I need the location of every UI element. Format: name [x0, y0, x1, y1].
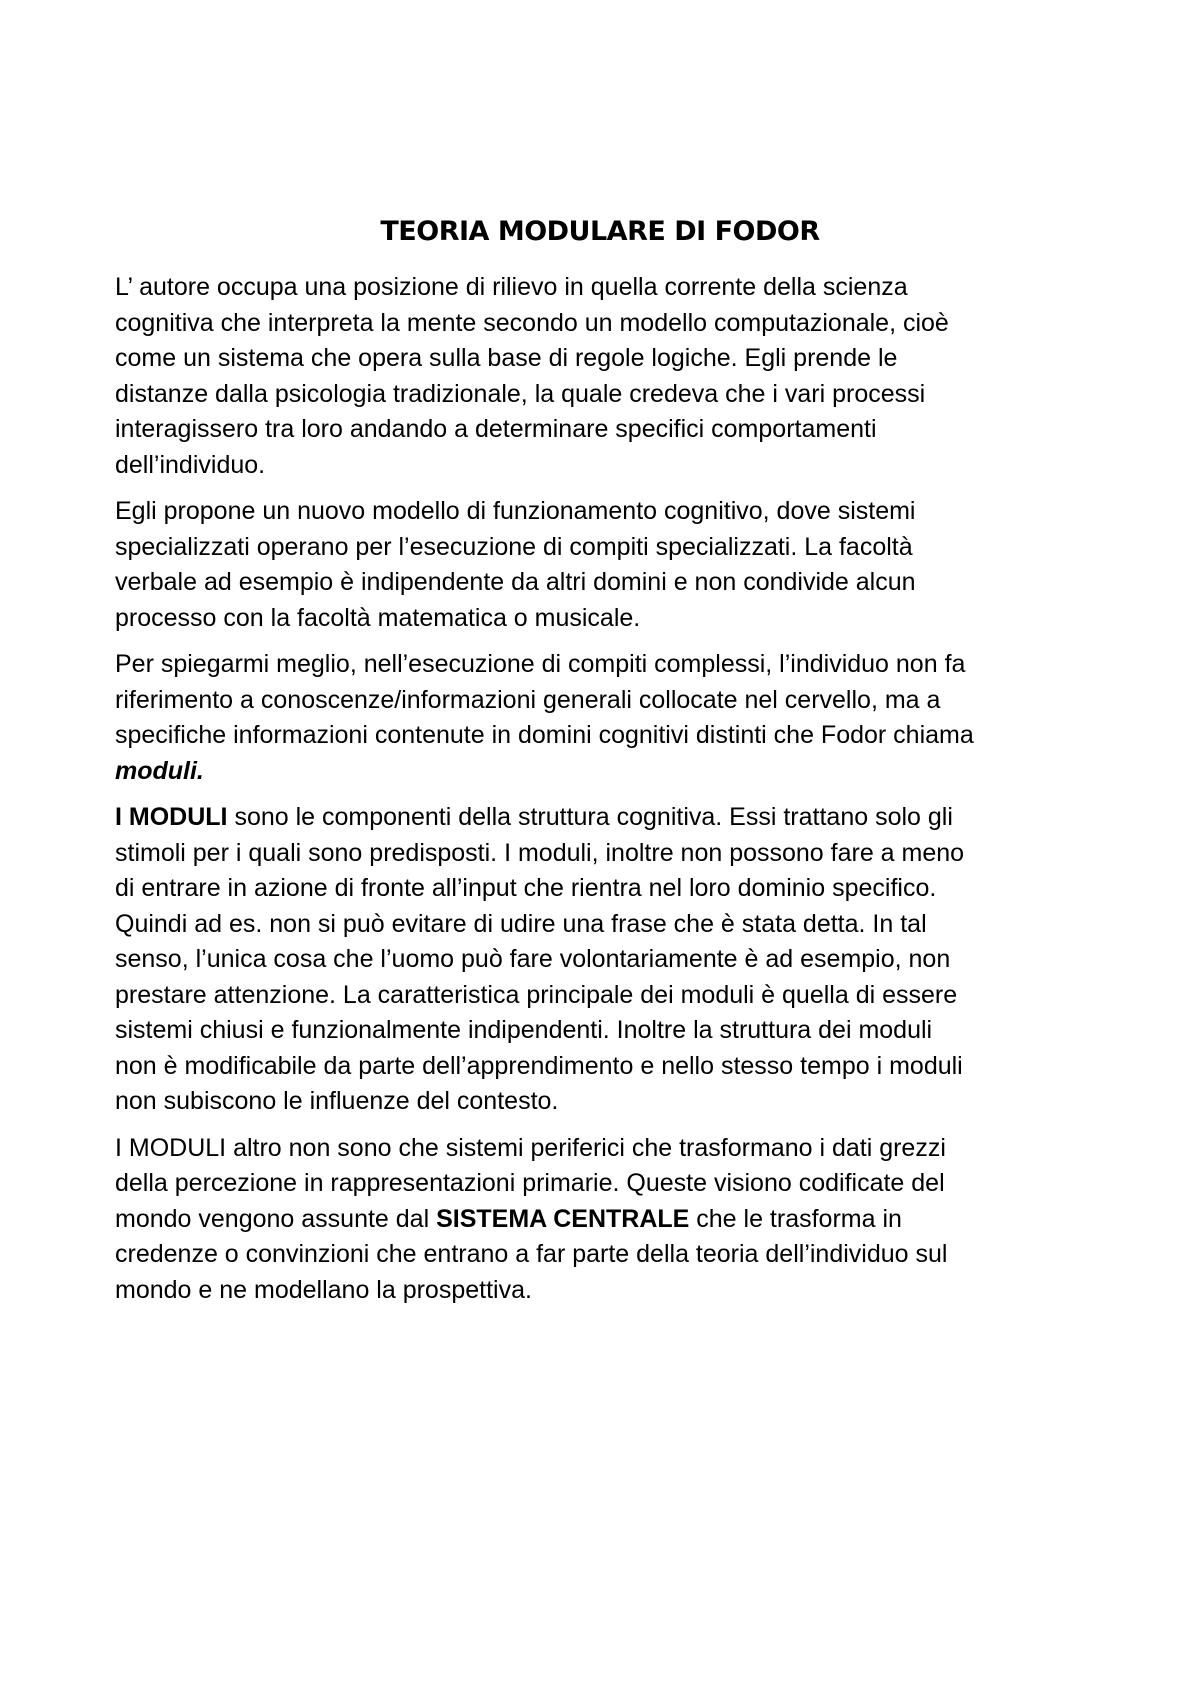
emphasis-moduli: moduli. — [115, 756, 204, 785]
text-line: stimoli per i quali sono predisposti. I moduli, inoltre non possono fare a meno — [115, 838, 965, 867]
text-line: credenze o convinzioni che entrano a far parte della teoria dell’individuo sul — [115, 1240, 948, 1268]
text-line: dell’individuo. — [115, 450, 266, 479]
text-line: Quindi ad es. non si può evitare di udire una frase che è stata detta. In tal — [115, 909, 927, 938]
text-line: verbale ad esempio è indipendente da altri domini e non condivide alcun — [115, 568, 916, 596]
text-line: Egli propone un nuovo modello di funzionamento cognitivo, dove sistemi — [115, 497, 916, 525]
text-fragment: mondo vengono assunte dal — [115, 1204, 437, 1233]
text-line: I MODULI altro non sono che sistemi periferici che trasformano i dati grezzi — [115, 1133, 946, 1162]
text-line: senso, l’unica cosa che l’uomo può fare volontariamente è ad esempio, non — [115, 945, 951, 973]
text-line: non subiscono le influenze del contesto. — [115, 1087, 559, 1115]
text-line: processo con la facoltà matematica o musicale. — [115, 603, 641, 632]
text-line: sistemi chiusi e funzionalmente indipendenti. Inoltre la struttura dei moduli — [115, 1016, 933, 1044]
text-line: distanze dalla psicologia tradizionale, la quale credeva che i vari processi — [115, 379, 926, 408]
text-line: mondo e ne modellano la prospettiva. — [115, 1275, 532, 1304]
paragraph-4 — [115, 800, 1100, 1120]
text-line: di entrare in azione di fronte all’input che rientra nel loro dominio specifico. — [115, 874, 937, 902]
text-line: della percezione in rappresentazioni primarie. Queste visiono codificate del — [115, 1169, 945, 1197]
text-line: come un sistema che opera sulla base di regole logiche. Egli prende le — [115, 344, 898, 372]
text-fragment: che le trasforma in — [689, 1204, 902, 1233]
text-line: specifiche informazioni contenute in domini cognitivi distinti che Fodor chiama — [115, 721, 974, 749]
text-line: L’ autore occupa una posizione di rilievo in quella corrente della scienza — [115, 273, 908, 301]
text-line: Per spiegarmi meglio, nell’esecuzione di compiti complessi, l’individuo non fa — [115, 650, 966, 678]
text-line — [115, 1202, 1100, 1238]
text-line: non è modificabile da parte dell’apprendimento e nello stesso tempo i moduli — [115, 1051, 963, 1080]
text-line: cognitiva che interpreta la mente secondo un modello computazionale, cioè — [115, 308, 949, 337]
text-line — [115, 800, 1100, 836]
paragraph-3 — [115, 647, 1100, 789]
bold-term-sistema-centrale: SISTEMA CENTRALE — [436, 1204, 690, 1233]
paragraph-2 — [115, 494, 1100, 636]
paragraph-1 — [115, 270, 1100, 483]
text-line: prestare attenzione. La caratteristica principale dei moduli è quella di essere — [115, 980, 958, 1009]
bold-term-moduli: I MODULI — [115, 803, 228, 831]
document-body — [115, 270, 1100, 1319]
text-line: specializzati operano per l’esecuzione di compiti specializzati. La facoltà — [115, 532, 913, 561]
text-line: riferimento a conoscenze/informazioni generali collocate nel cervello, ma a — [115, 685, 941, 714]
text-fragment: sono le componenti della struttura cognitiva. Essi trattano solo gli — [227, 803, 953, 831]
text-line: interagissero tra loro andando a determinare specifici comportamenti — [115, 415, 877, 443]
paragraph-5 — [115, 1131, 1100, 1309]
page-title: TEORIA MODULARE DI FODOR — [380, 216, 820, 247]
